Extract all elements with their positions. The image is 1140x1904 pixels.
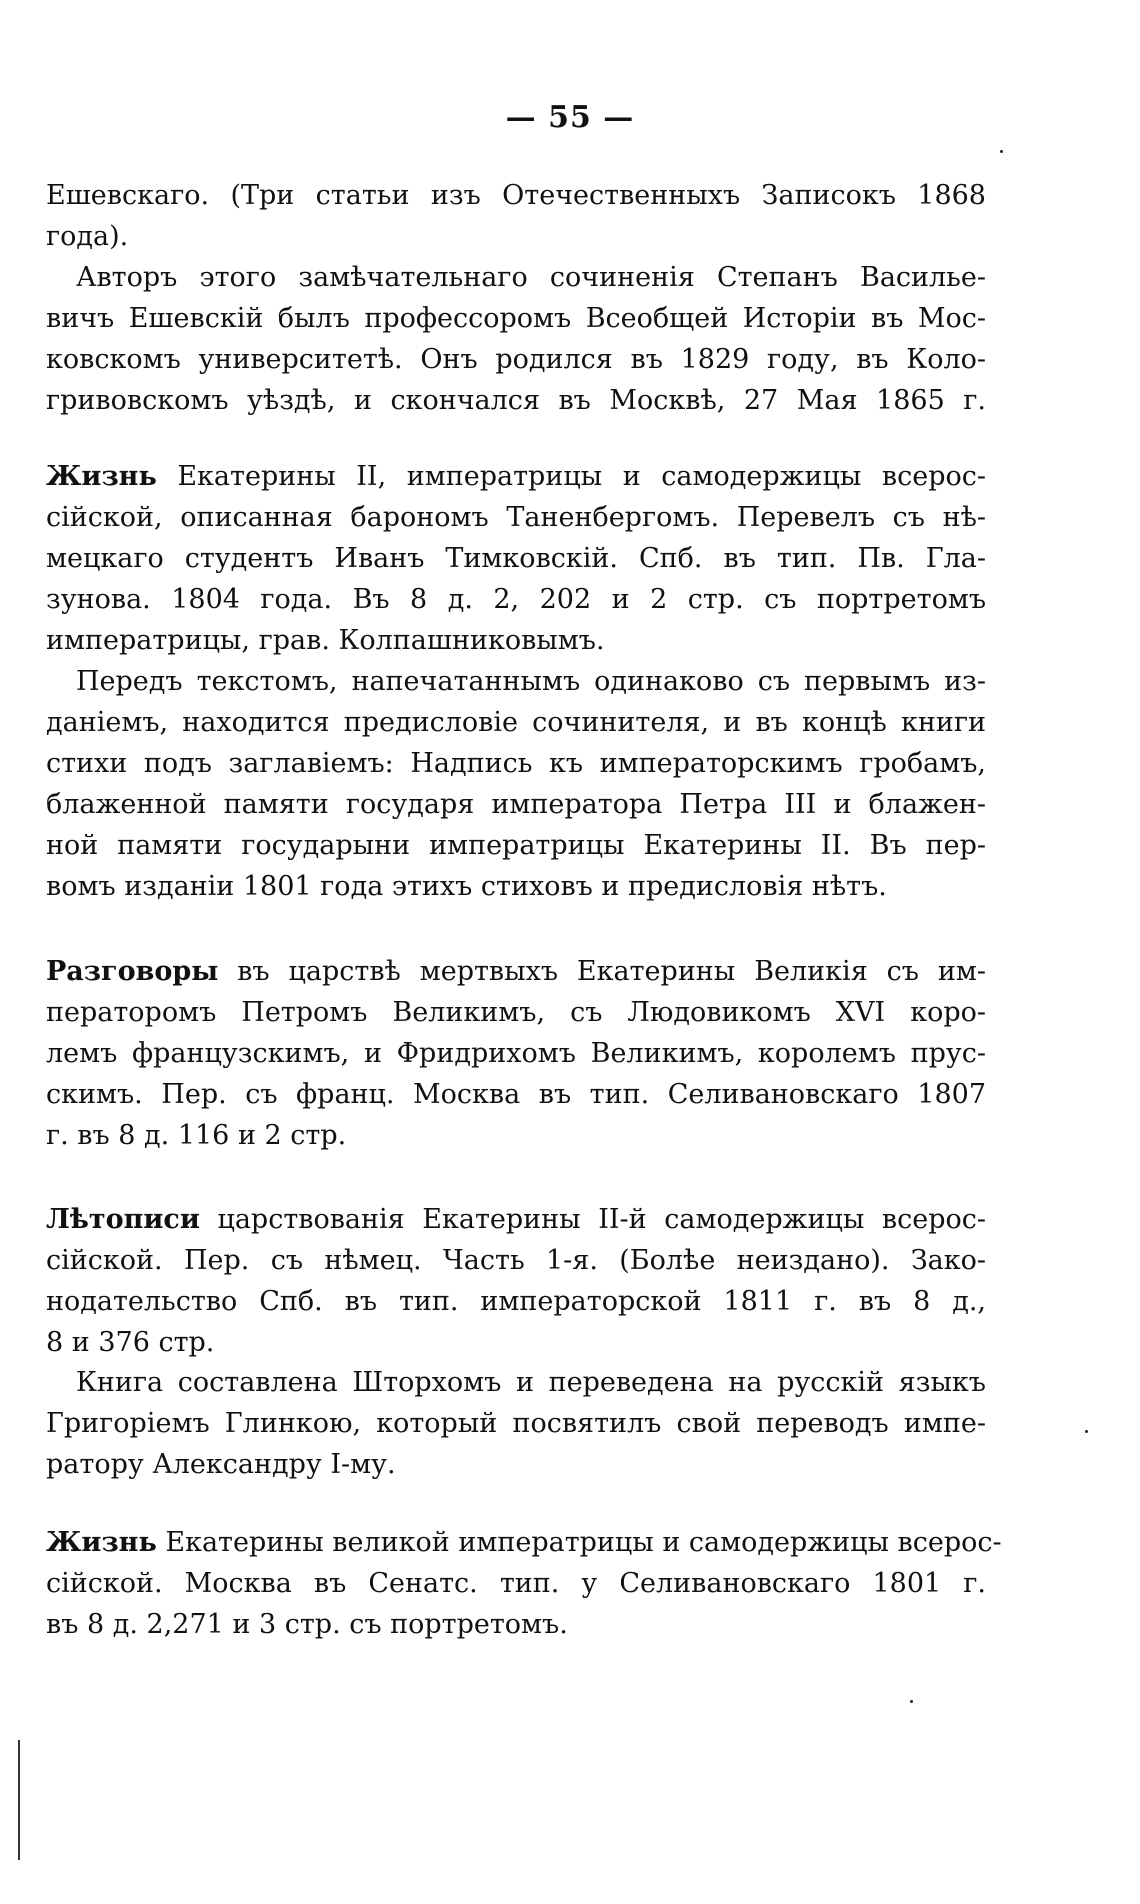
- entry-letopisi: [46, 1199, 986, 1363]
- text-line: [46, 1199, 986, 1240]
- scan-speck: [1000, 150, 1003, 153]
- text-line: [46, 1522, 1002, 1563]
- text-line: сійской, описанная барономъ Таненбергомъ. Перевелъ съ нѣ-: [46, 502, 986, 533]
- text-line: ной памяти государыни императрицы Екатерины II. Въ пер-: [46, 830, 986, 861]
- text-line-rest: Екатерины великой императрицы и самодержицы всерос-: [156, 1527, 1002, 1558]
- text-line: сійской. Москва въ Сенатс. тип. у Селивановскаго 1801 г.: [46, 1568, 986, 1599]
- entry-razgovory: [46, 951, 986, 1156]
- text-line: г. въ 8 д. 116 и 2 стр.: [46, 1120, 347, 1151]
- text-line: Передъ текстомъ, напечатаннымъ одинаково съ первымъ из-: [76, 666, 986, 697]
- author-note: [46, 257, 986, 421]
- text-line: ковскомъ университетѣ. Онъ родился въ 1829 году, въ Коло-: [46, 344, 986, 375]
- text-line: года).: [46, 221, 129, 252]
- scan-speck: [1085, 1430, 1088, 1433]
- text-line: императрицы, грав. Колпашниковымъ.: [46, 625, 605, 656]
- scan-speck: [910, 1700, 913, 1703]
- scan-edge-mark: [18, 1740, 20, 1860]
- entry-lead-word: Разговоры: [46, 956, 219, 987]
- text-line-rest: Екатерины II, императрицы и самодержицы всерос-: [156, 461, 986, 492]
- entry-zhizn-velikoy: [46, 1522, 1002, 1645]
- entry-lead-word: Лѣтописи: [46, 1204, 200, 1235]
- text-line: [46, 456, 986, 497]
- text-line: вомъ изданіи 1801 года этихъ стиховъ и предисловія нѣтъ.: [46, 871, 887, 902]
- text-line: даніемъ, находится предисловіе сочинителя, и въ концѣ книги: [46, 707, 986, 738]
- text-line: ратору Александру I-му.: [46, 1449, 396, 1480]
- text-line: лемъ французскимъ, и Фридрихомъ Великимъ, королемъ прус-: [46, 1038, 986, 1069]
- text-line: стихи подъ заглавіемъ: Надпись къ императорскимъ гробамъ,: [46, 748, 986, 779]
- note-tanenberg: [46, 661, 986, 907]
- entry-zhizn-tanenberg: [46, 456, 986, 661]
- page-number: — 55 —: [505, 100, 635, 135]
- text-line: гривовскомъ уѣздѣ, и скончался въ Москвѣ, 27 Мая 1865 г.: [46, 385, 986, 416]
- text-line: сійской. Пер. съ нѣмец. Часть 1-я. (Болѣе неиздано). Зако-: [46, 1245, 986, 1276]
- text-line-rest: въ царствѣ мертвыхъ Екатерины Великія съ им-: [218, 956, 986, 987]
- text-line: Авторъ этого замѣчательнаго сочиненія Степанъ Василье-: [76, 262, 986, 293]
- text-line: ператоромъ Петромъ Великимъ, съ Людовикомъ XVI коро-: [46, 997, 986, 1028]
- entry-lead-word: Жизнь: [46, 1527, 157, 1558]
- text-line: скимъ. Пер. съ франц. Москва въ тип. Селивановскаго 1807: [46, 1079, 986, 1110]
- text-line: нодательство Спб. въ тип. императорской 1811 г. въ 8 д.,: [46, 1286, 986, 1317]
- text-line-rest: царствованія Екатерины II-й самодержицы всерос-: [199, 1204, 986, 1235]
- text-line: Ешевскаго. (Три статьи изъ Отечественныхъ Записокъ 1868: [46, 180, 986, 211]
- text-line: [46, 951, 986, 992]
- entry-lead-word: Жизнь: [46, 461, 157, 492]
- text-line: въ 8 д. 2,271 и 3 стр. съ портретомъ.: [46, 1609, 568, 1640]
- text-line: блаженной памяти государя императора Петра III и блажен-: [46, 789, 986, 820]
- entry-continuation: [46, 175, 986, 257]
- note-letopisi: [46, 1362, 986, 1485]
- text-line: 8 и 376 стр.: [46, 1327, 215, 1358]
- text-line: мецкаго студентъ Иванъ Тимковскій. Спб. въ тип. Пв. Гла-: [46, 543, 986, 574]
- text-line: Книга составлена Шторхомъ и переведена на русскій языкъ: [76, 1367, 986, 1398]
- text-line: зунова. 1804 года. Въ 8 д. 2, 202 и 2 стр. съ портретомъ: [46, 584, 986, 615]
- text-line: Григоріемъ Глинкою, который посвятилъ свой переводъ импе-: [46, 1408, 986, 1439]
- text-line: вичъ Ешевскій былъ профессоромъ Всеобщей Исторіи въ Мос-: [46, 303, 986, 334]
